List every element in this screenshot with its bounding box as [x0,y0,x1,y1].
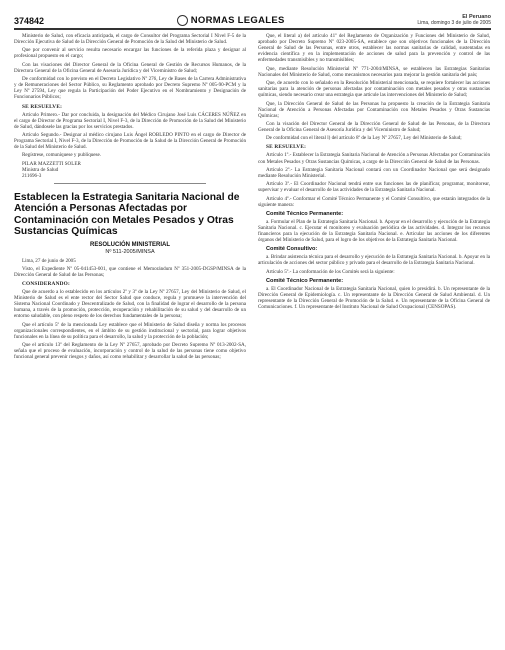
committee-heading: Comité Técnico Permanente: [266,277,344,284]
paragraph: Que, mediante Resolución Ministerial Nº 771-2004/MINSA, se establecen las Estrategias Sanitarias Nacionales del Ministerio de Salud, como mecanismos necesarios para mejorar la gestión sanitaria del país; [258,65,490,78]
resolution-title: Establecen la Estrategia Sanitaria Nacional de Atención a Personas Afectadas por Contaminación con Metales Pesados y Otras Sustancias Químicas [14,192,240,238]
paragraph: Que, el literal a) del artículo 41º del Reglamento de Organización y Funciones del Ministerio de Salud, aprobado por Decreto Supremo Nº 023-2005-SA, establece que son objetivos funcionales de la Dirección General de Salud de las Personas, entre otros, establecer las normas sanitarias de calidad, sustentadas en evidencia científica y en la implementación de acciones de salud para la prevención y control de las enfermedades transmisibles y no transmisibles; [258,33,490,64]
right-column [258,33,490,363]
committee-functions: a. Formular el Plan de la Estrategia Sanitaria Nacional. b. Apoyar en el desarrollo y ejecución de la Estrategia Sanitaria Nacional. c. Ejecutar el monitoreo y evaluación periódica de las actividades. d. Integrar los recursos financieros para la ejecución de la Estrategia Sanitaria Nacional. e. Articular las acciones de los diferentes órganos del Ministerio de Salud, para el logro de los objetivos de la Estrategia Sanitaria Nacional. [258,218,490,244]
paragraph: De conformidad con el literal l) del artículo 8º de la Ley Nº 27657, Ley del Ministerio de Salud; [266,135,462,142]
publication-name: NORMAS LEGALES [190,15,285,26]
signer-name: PILAR MAZZETTI SOLER [22,160,81,167]
paragraph: Con las visaciones del Director General de la Oficina General de Gestión de Recursos Humanos, de la Directora General de la Oficina General de Asesoría Jurídica y del Viceministro de Salud; [14,61,246,74]
page-header [14,10,491,30]
paragraph: Ministerio de Salud, con eficacia anticipada, el cargo de Consultor del Programa Sectorial I Nivel F-5 de la Dirección Ejecutiva de Salud de la Dirección General de Promoción de la Salud del Ministerio de Salud. [14,33,246,46]
paragraph: Que el artículo 5º de la mencionada Ley establece que el Ministerio de Salud diseña y norma los procesos organizacionales correspondientes, en el ámbito de su gestión institucional y sectorial, para lograr objetivos funcionales en la línea de su política para el desarrollo, la salud y la protección de la población; [14,321,246,340]
paragraph: De conformidad con lo previsto en el Decreto Legislativo Nº 276, Ley de Bases de la Carrera Administrativa y de Remuneraciones del Sector Público, su Reglamento aprobado por Decreto Supremo Nº 005-90-PCM y la Ley Nº 27594, Ley que regula la Participación del Poder Ejecutivo en el Nombramiento y Designación de Funcionarios Públicos; [14,76,246,101]
left-column [14,33,246,363]
paragraph: Que el artículo 13º del Reglamento de la Ley Nº 27657, aprobado por Decreto Supremo Nº 013-2002-SA, señala que el proceso de evaluación, incorporación y control de la salud de las personas tiene como objetivo funcional general prevenir riesgos y daños, así como rehabilitar y desarrollar la salud de las personas; [14,342,246,361]
paragraph: Que, de acuerdo con lo señalado en la Resolución Ministerial mencionada, se requiere fortalecer las acciones sanitarias para la atención de personas afectadas por contaminación con metales pesados y otras sustancias químicas, siendo necesario crear una estrategia que articule las intervenciones del Ministerio de Salud; [258,80,490,99]
paragraph: Que, la Dirección General de Salud de las Personas ha propuesto la creación de la Estrategia Sanitaria Nacional de Atención a Personas Afectadas por Contaminación con Metales Pesados y Otras Sustancias Químicas; [258,100,490,119]
closing-line: Regístrese, comuníquese y publíquese. [22,152,102,159]
article-paragraph: Artículo Segundo.- Designar al médico cirujano Luis Ángel ROBLEDO PINTO en el cargo de Director de Programa Sectorial I, Nivel F-3, de la Dirección de Promoción de la Salud de la Dirección General de Promoción de la Salud del Ministerio de Salud. [14,131,246,151]
coat-of-arms-icon [177,15,188,26]
divider [54,183,206,184]
article-paragraph: Artículo 3º.- El Coordinador Nacional tendrá entre sus funciones las de planificar, programar, monitorear, supervisar y evaluar el desarrollo de las actividades de la Estrategia Sanitaria Nacional. [258,181,490,194]
committee-functions: a. Brindar asistencia técnica para el desarrollo y ejecución de la Estrategia Sanitaria Nacional. b. Apoyar en la articulación de acciones del sector público y privado para el desarrollo de la Estrategia Sanitaria Nacional. [258,254,490,267]
paragraph: Que por convenir al servicio resulta necesario encargar las funciones de la referida plaza y designar al profesional propuesto en el cargo; [14,47,246,60]
resolve-heading: SE RESUELVE: [266,144,307,151]
header-dateline [417,14,491,26]
issue-date: Lima, domingo 3 de julio de 2005 [417,20,491,26]
text-columns [14,33,491,363]
article-paragraph: Artículo 2º.- La Estrategia Sanitaria Nacional contará con un Coordinador Nacional que será designado mediante Resolución Ministerial. [258,166,490,179]
article-paragraph: Artículo Primero.- Dar por concluida, la designación del Médico Cirujano José Luis CÁCERES NÚÑEZ en el cargo de Director de Programa Sectorial I, Nivel F-3, de la Dirección de Promoción de la Salud del Ministerio de Salud, dándosele las gracias por los servicios prestados. [14,111,246,130]
page-number: 374842 [14,16,45,26]
article-paragraph: Artículo 1º.- Establecer la Estrategia Sanitaria Nacional de Atención a Personas Afectadas por Contaminación con Metales Pesados y Otras Sustancias Químicas, a cargo de la Dirección General de Salud de las Personas. [258,152,490,165]
paragraph: Visto, el Expediente Nº 05-041453-001, que contiene el Memorándum Nº 351-2005-DGSP/MINSA de la Dirección General de Salud de las Personas; [14,265,246,278]
document-code: 211696-3 [22,172,42,179]
resolution-heading: RESOLUCIÓN MINISTERIAL [89,241,170,248]
committee-heading: Comité Consultivo: [266,246,318,253]
paragraph: Que de acuerdo a lo establecido en los artículos 2º y 3º de la Ley Nº 27657, Ley del Ministerio de Salud, el Ministerio de Salud es el ente rector del Sector Salud que conduce, regula y promueve la intervención del Sistema Nacional Coordinado y Descentralizado de Salud, con la finalidad de lograr el desarrollo de la persona humana, a través de la promoción, protección, recuperación y rehabilitación de su salud y del desarrollo de un entorno saludable, con pleno respeto de los derechos fundamentales de la persona; [14,289,246,320]
article-paragraph: Artículo 5º.- La conformación de los Comités será la siguiente: [266,268,395,275]
committee-heading: Comité Técnico Permanente: [266,210,344,217]
article-paragraph: Artículo 4º.- Conformar el Comité Técnico Permanente y el Comité Consultivo, que estarán integrados de la siguiente manera: [258,195,490,208]
resolution-number: Nº 511-2005/MINSA [105,248,155,255]
publication-title [177,15,285,26]
dateline: Lima, 27 de junio de 2005 [22,257,76,264]
considering-heading: CONSIDERANDO: [22,281,70,288]
signer-title: Ministra de Salud [22,166,59,173]
newspaper-name: El Peruano [462,14,491,20]
resolve-heading: SE RESUELVE: [22,103,63,110]
committee-members: a. El Coordinador Nacional de la Estrategia Sanitaria Nacional, quien lo presidirá. b. Un representante de la Dirección General de Epidemiología. c. Un representante de la Dirección General de Salud Ambiental. d. Un representante de la Dirección General de Promoción de la Salud. e. Un representante de la Oficina General de Comunicaciones. f. Un representante del Instituto Nacional de Salud Ocupacional (CENSOPAS). [258,285,490,310]
paragraph: Con la visación del Director General de la Dirección General de Salud de las Personas, de la Directora General de la Oficina General de Asesoría Jurídica y del Viceministro de Salud; [258,120,490,134]
